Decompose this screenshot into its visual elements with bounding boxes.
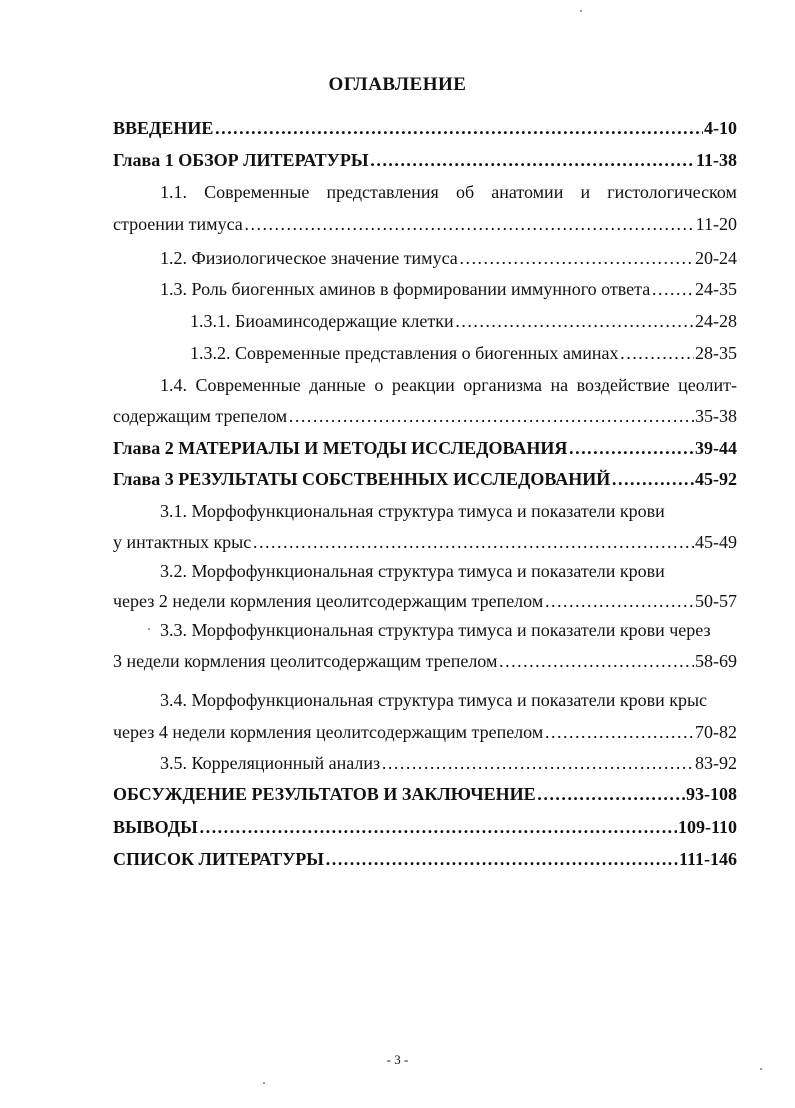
toc-leader-dots <box>537 782 685 806</box>
toc-label: через 4 недели кормления цеолитсодержащим трепелом <box>113 722 544 742</box>
toc-leader-dots <box>611 467 694 491</box>
toc-label: 1.3.1. Биоаминсодержащие клетки <box>190 311 454 331</box>
toc-pages: 109-110 <box>677 817 737 837</box>
page-title: ОГЛАВЛЕНИЕ <box>328 74 467 95</box>
toc-leader-dots <box>544 589 694 613</box>
toc-pages: 70-82 <box>695 722 737 742</box>
toc-entry-1-3 <box>160 277 737 301</box>
toc-leader-dots <box>568 436 694 460</box>
scan-speck <box>580 10 582 12</box>
toc-pages: 50-57 <box>695 591 737 611</box>
toc-leader-dots <box>288 404 694 428</box>
toc-entry-1-3-2 <box>190 341 737 365</box>
toc-leader-dots <box>252 530 694 554</box>
toc-leader-dots <box>244 212 695 236</box>
toc-pages: 111-146 <box>678 849 737 869</box>
toc-pages: 24-28 <box>695 311 737 331</box>
page-number: - 3 - <box>386 1052 409 1067</box>
toc-label: ОБСУЖДЕНИЕ РЕЗУЛЬТАТОВ И ЗАКЛЮЧЕНИЕ <box>113 784 536 804</box>
toc-leader-dots <box>214 116 703 140</box>
toc-label: у интактных крыс <box>113 532 252 552</box>
toc-entry-3-2 <box>113 589 737 613</box>
toc-label: Глава 1 ОБЗОР ЛИТЕРАТУРЫ <box>113 150 369 170</box>
toc-leader-dots <box>498 649 694 673</box>
toc-leader-dots <box>651 277 694 301</box>
toc-entry-1-2 <box>160 246 737 270</box>
toc-label: содержащим трепелом <box>113 406 288 426</box>
toc-leader-dots <box>455 309 694 333</box>
toc-entry-introduction <box>113 116 737 140</box>
toc-entry-3-1-line1: 3.1. Морфофункциональная структура тимуса и показатели крови <box>160 501 665 521</box>
toc-pages: 35-38 <box>695 406 737 426</box>
toc-label: 1.2. Физиологическое значение тимуса <box>160 248 458 268</box>
scan-speck <box>760 1068 762 1070</box>
toc-label: 3 недели кормления цеолитсодержащим трепелом <box>113 651 498 671</box>
toc-pages: 83-92 <box>695 753 737 773</box>
toc-pages: 11-20 <box>695 214 737 234</box>
toc-pages: 4-10 <box>704 118 737 138</box>
toc-entry-1-3-1 <box>190 309 737 333</box>
toc-entry-1-4-line1: 1.4. Современные данные о реакции организма на воздействие цеолит- <box>160 375 737 395</box>
toc-entry-3-5 <box>160 751 737 775</box>
toc-pages: 11-38 <box>695 150 737 170</box>
toc-leader-dots <box>199 815 677 839</box>
scan-speck <box>263 1082 265 1084</box>
toc-pages: 45-49 <box>695 532 737 552</box>
toc-leader-dots <box>370 148 695 172</box>
toc-entry-discussion <box>113 782 737 806</box>
toc-entry-1-4 <box>113 404 737 428</box>
toc-leader-dots <box>544 720 694 744</box>
toc-entry-references <box>113 847 737 871</box>
toc-leader-dots <box>620 341 694 365</box>
toc-label: ВЫВОДЫ <box>113 817 198 837</box>
toc-leader-dots <box>381 751 694 775</box>
toc-entry-3-4-line1: 3.4. Морфофункциональная структура тимуса и показатели крови крыс <box>160 690 708 710</box>
toc-entry-chapter-3 <box>113 467 737 491</box>
toc-entry-chapter-1 <box>113 148 737 172</box>
toc-label: Глава 2 МАТЕРИАЛЫ И МЕТОДЫ ИССЛЕДОВАНИЯ <box>113 438 568 458</box>
toc-entry-3-3 <box>113 649 737 673</box>
toc-label: 3.5. Корреляционный анализ <box>160 753 381 773</box>
scan-speck <box>148 628 150 630</box>
toc-entry-3-2-line1: 3.2. Морфофункциональная структура тимуса и показатели крови <box>160 561 665 581</box>
toc-label: 1.3.2. Современные представления о биогенных аминах <box>190 343 619 363</box>
toc-label: СПИСОК ЛИТЕРАТУРЫ <box>113 849 324 869</box>
toc-label: ВВЕДЕНИЕ <box>113 118 214 138</box>
toc-pages: 20-24 <box>695 248 737 268</box>
toc-pages: 28-35 <box>695 343 737 363</box>
toc-label: строении тимуса <box>113 214 243 234</box>
toc-label: Глава 3 РЕЗУЛЬТАТЫ СОБСТВЕННЫХ ИССЛЕДОВАНИЙ <box>113 469 611 489</box>
toc-pages: 58-69 <box>695 651 737 671</box>
toc-leader-dots <box>459 246 694 270</box>
toc-pages: 39-44 <box>695 438 737 458</box>
toc-entry-1-1-line1: 1.1. Современные представления об анатомии и гистологическом <box>160 182 737 202</box>
toc-entry-3-4 <box>113 720 737 744</box>
toc-entry-chapter-2 <box>113 436 737 460</box>
toc-pages: 24-35 <box>695 279 737 299</box>
toc-entry-1-1 <box>113 212 737 236</box>
toc-pages: 45-92 <box>695 469 737 489</box>
toc-entry-conclusions <box>113 815 737 839</box>
toc-leader-dots <box>325 847 678 871</box>
toc-pages: 93-108 <box>686 784 737 804</box>
toc-label: 1.3. Роль биогенных аминов в формировании иммунного ответа <box>160 279 651 299</box>
toc-entry-3-1 <box>113 530 737 554</box>
toc-entry-3-3-line1: 3.3. Морфофункциональная структура тимуса и показатели крови через <box>160 620 711 640</box>
toc-label: через 2 недели кормления цеолитсодержащим трепелом <box>113 591 544 611</box>
